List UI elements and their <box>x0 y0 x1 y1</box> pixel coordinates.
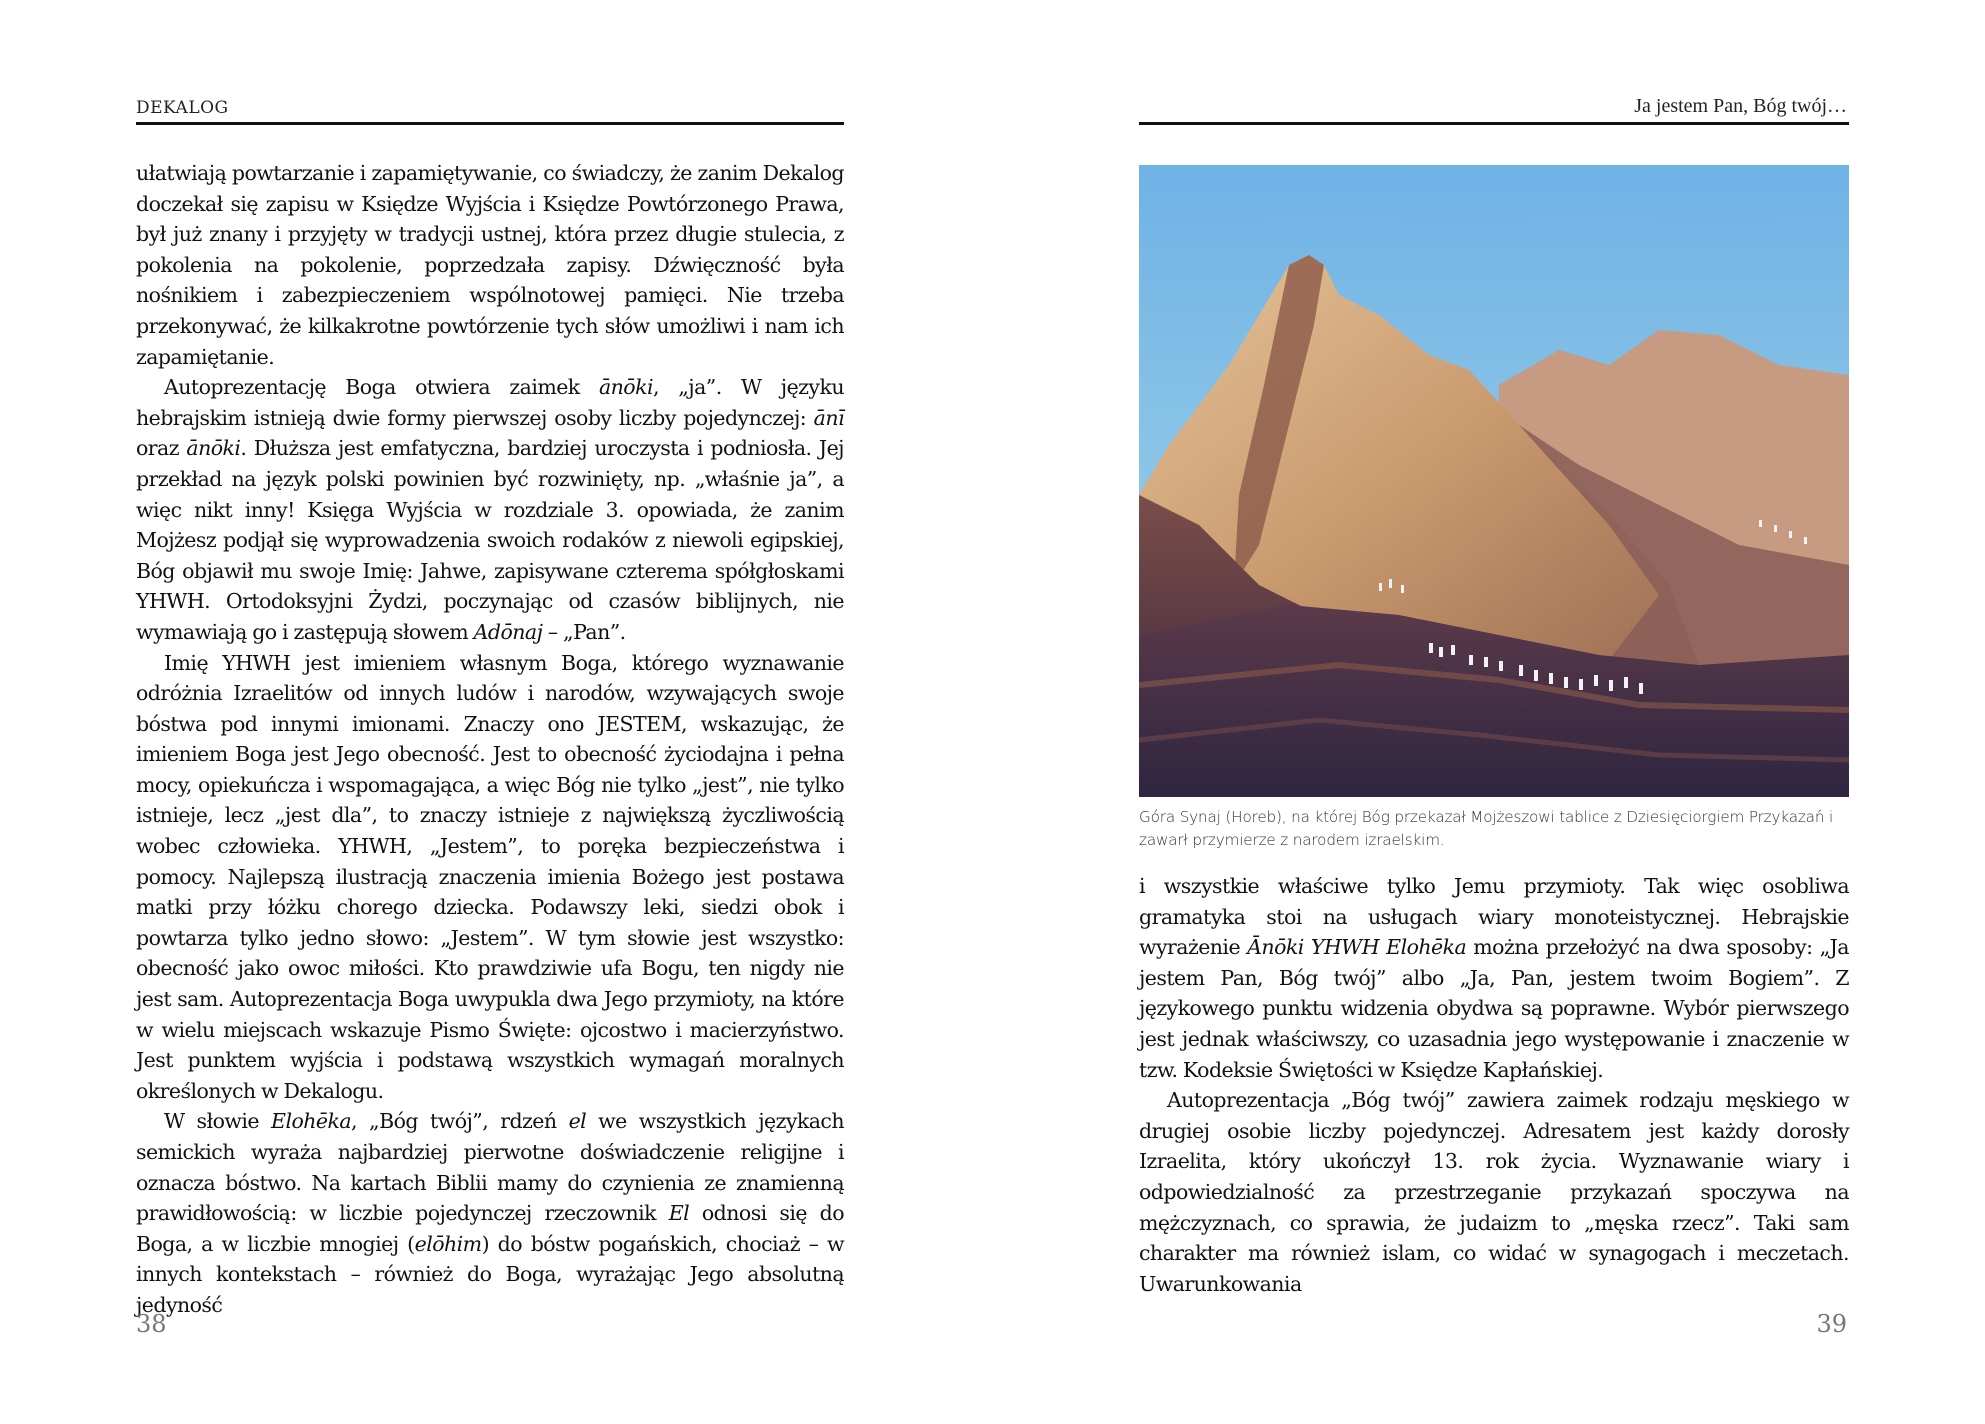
italic-term: el <box>568 1109 587 1134</box>
italic-term: Ānōki YHWH Elohēka <box>1247 935 1467 960</box>
paragraph <box>1139 871 1849 1085</box>
left-page <box>136 0 844 1424</box>
italic-term: ānōki <box>186 436 241 461</box>
italic-term: Adōnaj <box>473 619 543 644</box>
text-run: Imię YHWH jest imieniem własnym Boga, którego wyznawanie odróżnia Izraelitów od innych ludów i narodów, wzywających swoje bóstwa pod innymi imionami. Znaczy ono JESTEM, wskazując, że imieniem Boga jest Jego obecność. Jest to obecność życiodajna i pełna mocy, opiekuńcza i wspomagająca, a więc Bóg nie tylko „jest”, nie tylko istnieje, lecz „jest dla”, to znaczy istnieje z największą życzliwością wobec człowieka. YHWH, „Jestem”, to poręka bezpieczeństwa i pomocy. Najlepszą ilustracją znaczenia imienia Bożego jest postawa matki przy łóżku chorego dziecka. Podawszy leki, siedzi obok i powtarza tylko jedno słowo: „Jestem”. W tym słowie jest wszystko: obecność jako owoc miłości. Kto prawdziwie ufa Bogu, ten nigdy nie jest sam. Autoprezentacja Boga uwypukla dwa Jego przymioty, na które w wielu miejscach wskazuje Pismo Święte: ojcostwo i macierzyństwo. Jest punktem wyjścia i podstawą wszystkich wymagań moralnych określonych w Dekalogu. <box>136 650 844 1103</box>
text-run: można przełożyć na dwa sposoby: „Ja jestem Pan, Bóg twój” albo „Ja, Pan, jestem twoim Bogiem”. Z językowego punktu widzenia obydwa są poprawne. Wybór pierwszego jest jednak właściwszy, co uzasadnia jego występowanie i znaczenie w tzw. Kodeksie Świętości w Księdze Kapłańskiej. <box>1139 935 1849 1082</box>
italic-term: El <box>668 1201 690 1226</box>
italic-term: Elohēka <box>271 1109 352 1134</box>
text-run: oraz <box>136 436 187 461</box>
text-run: , „Bóg twój”, rdzeń <box>351 1109 569 1134</box>
text-run: odnosi się do Boga, a w liczbie mnogiej ( <box>136 1201 845 1256</box>
photo-caption: Góra Synaj (Horeb), na której Bóg przekazał Mojżeszowi tablice z Dziesięciorgiem Przykazań i zawarł przymierze z narodem izraelskim. <box>1139 808 1834 849</box>
page-number-right: 39 <box>1816 1310 1847 1338</box>
right-page-body <box>1139 871 1849 1299</box>
right-page <box>1139 0 1849 1424</box>
paragraph <box>136 158 844 372</box>
running-head-right <box>1139 92 1849 125</box>
paragraph <box>136 648 844 1107</box>
text-run: ułatwiają powtarzanie i zapamiętywanie, co świadczy, że zanim Dekalog doczekał się zapisu w Księdze Wyjścia i Księdze Powtórzonego Prawa, był już znany i przyjęty w tradycji ustnej, która przez długie stulecia, z pokolenia na pokolenie, poprzedzała zapisy. Dźwięczność była nośnikiem i zabezpieczeniem wspólnotowej pamięci. Nie trzeba przekonywać, że kilkakrotne powtórzenie tych słów umożliwi i nam ich zapamiętanie. <box>136 161 844 369</box>
italic-term: ānī <box>813 405 844 430</box>
italic-term: elōhim <box>414 1231 482 1256</box>
left-page-body <box>136 158 844 1321</box>
text-run: W słowie <box>164 1109 272 1134</box>
text-run: Autoprezentację Boga otwiera zaimek <box>164 375 599 400</box>
page-number-left: 38 <box>136 1310 167 1338</box>
running-head-title: DEKALOG <box>136 98 229 118</box>
text-run: we wszystkich językach semickich wyraża najbardziej pierwotne doświadczenie religijne i oznacza bóstwo. Na kartach Biblii mamy do czynienia ze znamienną prawidłowością: w liczbie pojedynczej rzeczownik <box>136 1109 844 1226</box>
text-run: . Dłuższa jest emfatyczna, bardziej uroczysta i podniosła. Jej przekład na język polski powinien być rozwinięty, np. „właśnie ja”, a więc nikt inny! Księga Wyjścia w rozdziale 3. opowiada, że zanim Mojżesz podjął się wyprowadzenia swoich rodaków z niewoli egipskiej, Bóg objawił mu swoje Imię: Jahwe, zapisywane czterema spółgłoskami YHWH. Ortodoksyjni Żydzi, poczynając od czasów biblijnych, nie wymawiają go i zastępują słowem <box>136 436 844 644</box>
text-run: – „Pan”. <box>542 619 626 644</box>
paragraph <box>1139 1085 1849 1299</box>
photo-illustration <box>1139 165 1849 797</box>
running-head-left <box>136 92 844 125</box>
text-run: ) do bóstw pogańskich, chociaż – w innych kontekstach – również do Boga, wyrażając Jego absolutną jedyność <box>136 1231 844 1317</box>
text-run: Autoprezentacja „Bóg twój” zawiera zaimek rodzaju męskiego w drugiej osobie liczby pojedynczej. Adresatem jest każdy dorosły Izraelita, który ukończył 13. rok życia. Wyznawanie wiary i odpowiedzialność za przestrzeganie przykazań spoczywa na mężczyznach, co sprawia, że judaizm to „męska rzecz”. Taki sam charakter ma również islam, co widać w synagogach i meczetach. Uwarunkowania <box>1139 1088 1849 1296</box>
running-head-title: Ja jestem Pan, Bóg twój… <box>1634 95 1847 117</box>
text-run: , „ja”. W języku hebrajskim istnieją dwie formy pierwszej osoby liczby pojedynczej: <box>136 375 844 430</box>
text-run: i wszystkie właściwe tylko Jemu przymioty. Tak więc osobliwa gramatyka stoi na usługach wiary monoteistycznej. Hebrajskie wyrażenie <box>1139 874 1849 960</box>
paragraph <box>136 372 844 647</box>
italic-term: ānōki <box>598 375 653 400</box>
mount-sinai-photo <box>1139 165 1849 797</box>
paragraph <box>136 1106 844 1320</box>
